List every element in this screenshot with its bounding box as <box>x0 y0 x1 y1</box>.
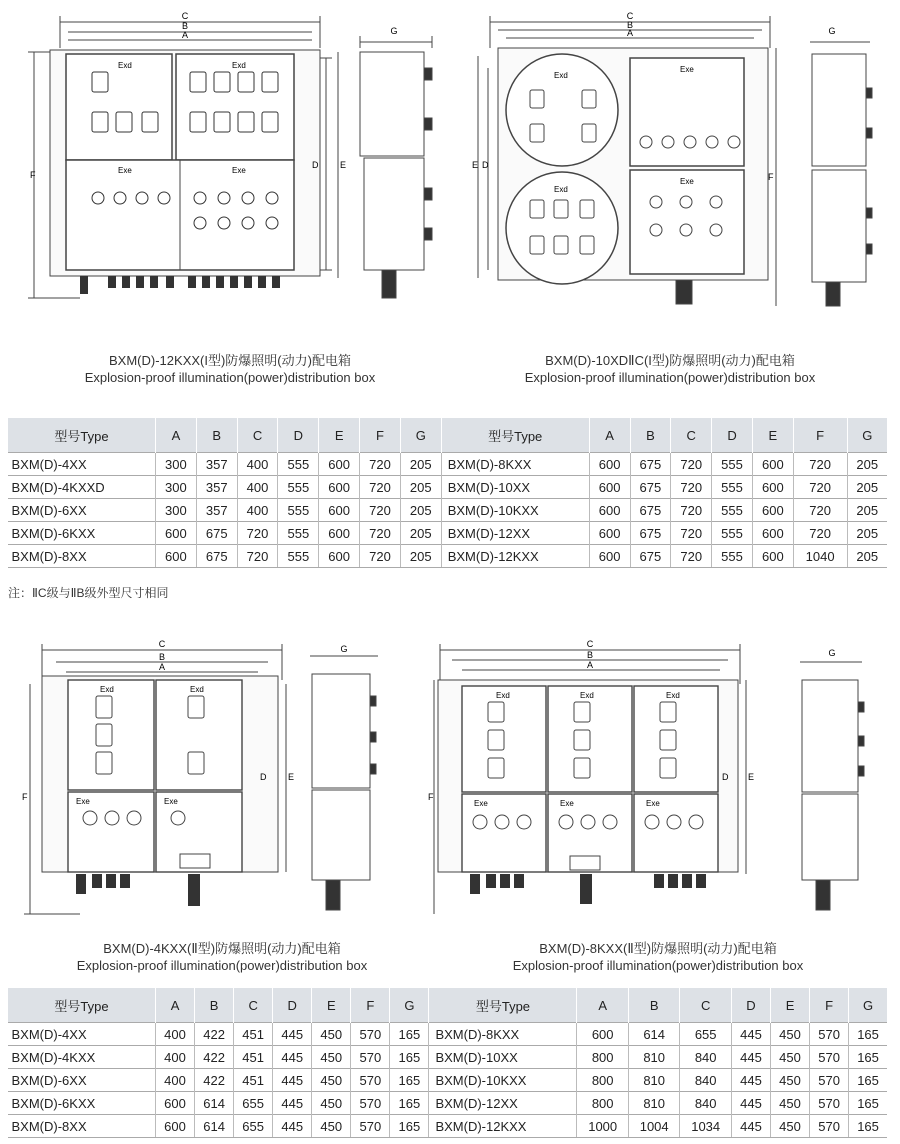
header-cell: 型号Type <box>8 988 156 1023</box>
caption-cn: BXM(D)-8KXX(Ⅱ型)防爆照明(动力)配电箱 <box>539 941 777 956</box>
value-cell: 720 <box>237 522 278 545</box>
value-cell: 555 <box>712 453 753 476</box>
dim-b-label: B <box>158 652 166 662</box>
exd-label: Exd <box>496 691 510 700</box>
caption-4kxx <box>12 940 432 974</box>
header-cell: A <box>156 988 195 1023</box>
model-cell: BXM(D)-6KXX <box>8 522 156 545</box>
value-cell: 810 <box>628 1092 680 1115</box>
value-cell: 800 <box>577 1069 629 1092</box>
dim-d-label: D <box>312 160 319 170</box>
value-cell: 205 <box>400 476 441 499</box>
value-cell: 720 <box>671 522 712 545</box>
value-cell: 600 <box>156 545 197 568</box>
dim-b-label: B <box>626 20 634 30</box>
value-cell: 720 <box>793 476 847 499</box>
value-cell: 400 <box>237 476 278 499</box>
header-cell: G <box>849 988 887 1023</box>
header-cell: C <box>234 988 273 1023</box>
caption-en: Explosion-proof illumination(power)distribution box <box>524 370 816 385</box>
exe-label: Exe <box>646 799 660 808</box>
header-cell: C <box>237 418 278 453</box>
value-cell: 445 <box>731 1046 770 1069</box>
value-cell: 205 <box>400 499 441 522</box>
value-cell: 400 <box>237 453 278 476</box>
value-cell: 450 <box>312 1046 351 1069</box>
exd-label: Exd <box>554 71 568 80</box>
value-cell: 555 <box>712 522 753 545</box>
dim-g-label: G <box>828 648 836 658</box>
exe-label: Exe <box>680 177 694 186</box>
table-row <box>8 1023 888 1046</box>
model-cell: BXM(D)-4XX <box>8 453 156 476</box>
value-cell: 614 <box>195 1115 234 1138</box>
value-cell: 451 <box>234 1023 273 1046</box>
dim-f-label: F <box>768 172 774 182</box>
value-cell: 720 <box>793 453 847 476</box>
caption-8kxx <box>448 940 868 974</box>
header-cell: G <box>847 418 887 453</box>
value-cell: 655 <box>680 1023 732 1046</box>
value-cell: 600 <box>319 522 360 545</box>
value-cell: 165 <box>390 1046 429 1069</box>
table-row <box>8 476 888 499</box>
value-cell: 570 <box>810 1092 849 1115</box>
dim-c-label: C <box>626 11 634 21</box>
value-cell: 450 <box>771 1046 810 1069</box>
value-cell: 422 <box>195 1046 234 1069</box>
header-cell: G <box>390 988 429 1023</box>
header-cell: A <box>589 418 630 453</box>
model-cell: BXM(D)-10KXX <box>429 1069 577 1092</box>
spec-table-2 <box>7 988 887 1138</box>
model-cell: BXM(D)-8XX <box>8 545 156 568</box>
table-row <box>8 1092 888 1115</box>
value-cell: 165 <box>390 1115 429 1138</box>
table-row <box>8 1046 888 1069</box>
dim-e-label: E <box>340 160 347 170</box>
value-cell: 451 <box>234 1046 273 1069</box>
drawing-8kxx-type2 <box>430 640 890 930</box>
header-cell: E <box>312 988 351 1023</box>
table-header-row <box>8 988 888 1023</box>
value-cell: 165 <box>849 1115 887 1138</box>
value-cell: 675 <box>630 453 671 476</box>
table-row <box>8 499 888 522</box>
value-cell: 720 <box>671 476 712 499</box>
dim-e-label: E <box>288 772 295 782</box>
value-cell: 570 <box>810 1069 849 1092</box>
value-cell: 720 <box>237 545 278 568</box>
value-cell: 600 <box>589 499 630 522</box>
dim-a-label: A <box>158 662 166 672</box>
value-cell: 840 <box>680 1092 732 1115</box>
value-cell: 445 <box>273 1023 312 1046</box>
value-cell: 810 <box>628 1069 680 1092</box>
value-cell: 570 <box>351 1115 390 1138</box>
value-cell: 600 <box>156 1115 195 1138</box>
value-cell: 720 <box>671 499 712 522</box>
caption-12kxx <box>20 352 440 386</box>
dim-f-label: F <box>428 792 434 802</box>
value-cell: 445 <box>273 1115 312 1138</box>
model-cell: BXM(D)-8KXX <box>429 1023 577 1046</box>
table-row <box>8 1069 888 1092</box>
value-cell: 400 <box>156 1069 195 1092</box>
value-cell: 165 <box>849 1092 887 1115</box>
header-cell: E <box>771 988 810 1023</box>
value-cell: 1040 <box>793 545 847 568</box>
model-cell: BXM(D)-10XX <box>429 1046 577 1069</box>
value-cell: 655 <box>234 1115 273 1138</box>
model-cell: BXM(D)-6XX <box>8 499 156 522</box>
exd-label: Exd <box>118 61 132 70</box>
table-row <box>8 453 888 476</box>
value-cell: 555 <box>712 545 753 568</box>
value-cell: 555 <box>278 476 319 499</box>
header-cell: A <box>156 418 197 453</box>
dim-f-label: F <box>30 170 36 180</box>
value-cell: 570 <box>810 1023 849 1046</box>
dim-c-label: C <box>181 11 189 21</box>
header-cell: F <box>793 418 847 453</box>
value-cell: 600 <box>589 545 630 568</box>
dim-a-label: A <box>181 30 189 40</box>
table-header-row <box>8 418 888 453</box>
dim-d-label: D <box>482 160 489 170</box>
model-cell: BXM(D)-12XX <box>429 1092 577 1115</box>
value-cell: 600 <box>589 453 630 476</box>
model-cell: BXM(D)-6XX <box>8 1069 156 1092</box>
header-cell: 型号Type <box>8 418 156 453</box>
value-cell: 675 <box>630 522 671 545</box>
value-cell: 165 <box>390 1092 429 1115</box>
value-cell: 555 <box>712 499 753 522</box>
value-cell: 720 <box>671 453 712 476</box>
value-cell: 840 <box>680 1069 732 1092</box>
exe-label: Exe <box>118 166 132 175</box>
header-cell: F <box>360 418 401 453</box>
exe-label: Exe <box>680 65 694 74</box>
value-cell: 1034 <box>680 1115 732 1138</box>
dim-e-label: E <box>748 772 755 782</box>
dim-g-label: G <box>340 644 348 654</box>
value-cell: 600 <box>156 1092 195 1115</box>
value-cell: 675 <box>196 522 237 545</box>
value-cell: 205 <box>847 499 887 522</box>
value-cell: 450 <box>771 1069 810 1092</box>
value-cell: 450 <box>771 1023 810 1046</box>
value-cell: 555 <box>278 522 319 545</box>
value-cell: 600 <box>589 476 630 499</box>
value-cell: 570 <box>351 1023 390 1046</box>
value-cell: 357 <box>196 453 237 476</box>
value-cell: 300 <box>156 499 197 522</box>
value-cell: 600 <box>752 453 793 476</box>
caption-en: Explosion-proof illumination(power)distribution box <box>512 958 804 973</box>
note-text: 注：ⅡC级与ⅡB级外型尺寸相同 <box>8 586 169 600</box>
value-cell: 810 <box>628 1046 680 1069</box>
value-cell: 720 <box>671 545 712 568</box>
model-cell: BXM(D)-6KXX <box>8 1092 156 1115</box>
dim-e-label: E <box>472 160 479 170</box>
header-cell: D <box>712 418 753 453</box>
drawing-4kxx-type2 <box>20 640 440 930</box>
value-cell: 555 <box>278 453 319 476</box>
value-cell: 165 <box>849 1046 887 1069</box>
value-cell: 400 <box>156 1023 195 1046</box>
value-cell: 614 <box>195 1092 234 1115</box>
model-cell: BXM(D)-12KXX <box>441 545 589 568</box>
header-cell: G <box>400 418 441 453</box>
model-cell: BXM(D)-8XX <box>8 1115 156 1138</box>
table-row <box>8 522 888 545</box>
header-cell: D <box>273 988 312 1023</box>
value-cell: 675 <box>630 476 671 499</box>
caption-en: Explosion-proof illumination(power)distribution box <box>76 958 368 973</box>
spec-table-1 <box>7 418 887 568</box>
header-cell: E <box>752 418 793 453</box>
model-cell: BXM(D)-12KXX <box>429 1115 577 1138</box>
exd-label: Exd <box>554 185 568 194</box>
value-cell: 205 <box>847 545 887 568</box>
value-cell: 600 <box>752 499 793 522</box>
value-cell: 675 <box>630 499 671 522</box>
header-cell: 型号Type <box>441 418 589 453</box>
drawing-12kxx-type1 <box>20 8 440 308</box>
dim-a-label: A <box>626 28 634 38</box>
value-cell: 205 <box>847 522 887 545</box>
model-cell: BXM(D)-12XX <box>441 522 589 545</box>
header-cell: 型号Type <box>429 988 577 1023</box>
value-cell: 450 <box>312 1023 351 1046</box>
value-cell: 600 <box>577 1023 629 1046</box>
header-cell: E <box>319 418 360 453</box>
value-cell: 570 <box>351 1069 390 1092</box>
value-cell: 450 <box>312 1069 351 1092</box>
header-cell: C <box>671 418 712 453</box>
value-cell: 720 <box>360 522 401 545</box>
header-cell: B <box>195 988 234 1023</box>
value-cell: 600 <box>319 545 360 568</box>
dim-d-label: D <box>722 772 729 782</box>
value-cell: 445 <box>273 1069 312 1092</box>
value-cell: 800 <box>577 1046 629 1069</box>
exe-label: Exe <box>474 799 488 808</box>
value-cell: 165 <box>390 1069 429 1092</box>
value-cell: 720 <box>360 453 401 476</box>
value-cell: 600 <box>156 522 197 545</box>
value-cell: 1004 <box>628 1115 680 1138</box>
dim-a-label: A <box>586 660 594 670</box>
value-cell: 165 <box>849 1069 887 1092</box>
value-cell: 570 <box>351 1046 390 1069</box>
value-cell: 445 <box>273 1046 312 1069</box>
value-cell: 720 <box>360 545 401 568</box>
value-cell: 450 <box>771 1115 810 1138</box>
exd-label: Exd <box>100 685 114 694</box>
exe-label: Exe <box>232 166 246 175</box>
model-cell: BXM(D)-4KXXD <box>8 476 156 499</box>
exe-label: Exe <box>164 797 178 806</box>
dim-g-label: G <box>828 26 836 36</box>
caption-cn: BXM(D)-12KXX(I型)防爆照明(动力)配电箱 <box>109 353 351 368</box>
value-cell: 451 <box>234 1069 273 1092</box>
dim-c-label: C <box>586 639 594 649</box>
header-cell: A <box>577 988 629 1023</box>
header-cell: B <box>630 418 671 453</box>
value-cell: 720 <box>793 522 847 545</box>
header-cell: F <box>351 988 390 1023</box>
dim-d-label: D <box>260 772 267 782</box>
value-cell: 600 <box>752 545 793 568</box>
value-cell: 555 <box>278 545 319 568</box>
value-cell: 165 <box>390 1023 429 1046</box>
drawing-10xd-iic-type1 <box>470 8 890 308</box>
value-cell: 450 <box>312 1092 351 1115</box>
value-cell: 445 <box>731 1069 770 1092</box>
value-cell: 840 <box>680 1046 732 1069</box>
model-cell: BXM(D)-8KXX <box>441 453 589 476</box>
caption-en: Explosion-proof illumination(power)distribution box <box>84 370 376 385</box>
value-cell: 205 <box>847 453 887 476</box>
exd-label: Exd <box>190 685 204 694</box>
value-cell: 205 <box>400 522 441 545</box>
value-cell: 600 <box>752 476 793 499</box>
header-cell: D <box>731 988 770 1023</box>
value-cell: 445 <box>731 1115 770 1138</box>
value-cell: 614 <box>628 1023 680 1046</box>
table-row <box>8 1115 888 1138</box>
caption-cn: BXM(D)-4KXX(Ⅱ型)防爆照明(动力)配电箱 <box>103 941 341 956</box>
dim-c-label: C <box>158 639 166 649</box>
exd-label: Exd <box>232 61 246 70</box>
value-cell: 675 <box>630 545 671 568</box>
value-cell: 800 <box>577 1092 629 1115</box>
caption-cn: BXM(D)-10XDⅡC(I型)防爆照明(动力)配电箱 <box>545 353 795 368</box>
value-cell: 400 <box>156 1046 195 1069</box>
value-cell: 555 <box>712 476 753 499</box>
dim-f-label: F <box>22 792 28 802</box>
value-cell: 1000 <box>577 1115 629 1138</box>
value-cell: 450 <box>771 1092 810 1115</box>
value-cell: 205 <box>847 476 887 499</box>
table-row <box>8 545 888 568</box>
value-cell: 720 <box>360 476 401 499</box>
value-cell: 600 <box>752 522 793 545</box>
value-cell: 422 <box>195 1023 234 1046</box>
value-cell: 555 <box>278 499 319 522</box>
value-cell: 655 <box>234 1092 273 1115</box>
header-cell: C <box>680 988 732 1023</box>
exe-label: Exe <box>76 797 90 806</box>
exd-label: Exd <box>580 691 594 700</box>
value-cell: 165 <box>849 1023 887 1046</box>
value-cell: 445 <box>731 1023 770 1046</box>
model-cell: BXM(D)-4XX <box>8 1023 156 1046</box>
value-cell: 600 <box>589 522 630 545</box>
model-cell: BXM(D)-4KXX <box>8 1046 156 1069</box>
value-cell: 570 <box>810 1115 849 1138</box>
value-cell: 205 <box>400 545 441 568</box>
value-cell: 422 <box>195 1069 234 1092</box>
value-cell: 300 <box>156 476 197 499</box>
value-cell: 570 <box>810 1046 849 1069</box>
model-cell: BXM(D)-10KXX <box>441 499 589 522</box>
dim-g-label: G <box>390 26 398 36</box>
header-cell: F <box>810 988 849 1023</box>
value-cell: 357 <box>196 499 237 522</box>
value-cell: 445 <box>273 1092 312 1115</box>
value-cell: 450 <box>312 1115 351 1138</box>
value-cell: 675 <box>196 545 237 568</box>
value-cell: 600 <box>319 453 360 476</box>
caption-10xd <box>460 352 880 386</box>
header-cell: D <box>278 418 319 453</box>
value-cell: 205 <box>400 453 441 476</box>
value-cell: 357 <box>196 476 237 499</box>
value-cell: 600 <box>319 499 360 522</box>
value-cell: 570 <box>351 1092 390 1115</box>
value-cell: 720 <box>793 499 847 522</box>
value-cell: 400 <box>237 499 278 522</box>
header-cell: B <box>628 988 680 1023</box>
value-cell: 720 <box>360 499 401 522</box>
model-cell: BXM(D)-10XX <box>441 476 589 499</box>
value-cell: 445 <box>731 1092 770 1115</box>
value-cell: 600 <box>319 476 360 499</box>
dim-b-label: B <box>586 650 594 660</box>
value-cell: 300 <box>156 453 197 476</box>
dim-b-label: B <box>181 21 189 31</box>
header-cell: B <box>196 418 237 453</box>
exd-label: Exd <box>666 691 680 700</box>
exe-label: Exe <box>560 799 574 808</box>
